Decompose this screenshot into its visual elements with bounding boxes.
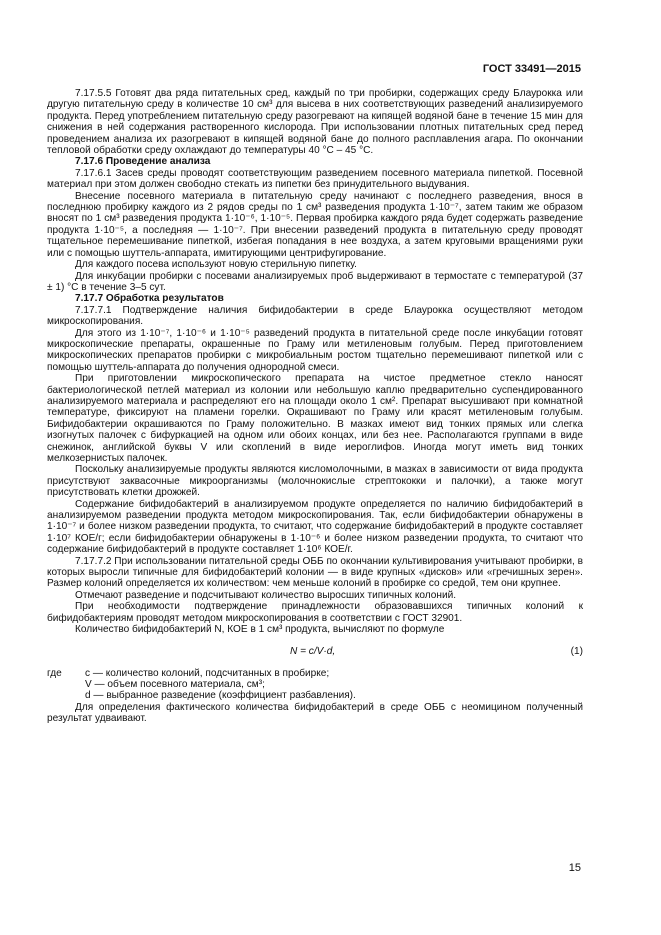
formula <box>47 646 583 660</box>
paragraph-preparations: Для этого из 1·10⁻⁷, 1·10⁻⁶ и 1·10⁻⁵ разведений продукта в питательной среде после инкубации готовят микроскопические препараты, окрашенные по Граму или метиленовым голубым. Перед приготовлением микроскопических препаратов пробирки с микробиальным ростом тщательно перемешивают пипеткой или с помощью шуттель-аппарата до получения однородной смеси. <box>47 327 583 373</box>
paragraph-formula-intro: Количество бифидобактерий N, КОЕ в 1 см³ продукта, вычисляют по формуле <box>75 624 445 636</box>
paragraph-pipette: Для каждого посева используют новую стерильную пипетку. <box>75 259 357 271</box>
standard-number: ГОСТ 33491—2015 <box>482 63 581 75</box>
formula-definitions <box>47 668 583 702</box>
definition-row <box>47 668 583 679</box>
paragraph-count: Отмечают разведение и подсчитывают количество выросших типичных колоний. <box>75 589 457 601</box>
paragraph-content: Содержание бифидобактерий в анализируемом продукте определяется по наличию бифидобактерий в анализируемом разведении продукта методом микроскопирования. Так, если бифидобактерии обнаружены в 1·10⁻⁷ и более низком разведении продукта, то считают, что содержание бифидобактерий в продукте составляет 1·10⁷ КОЕ/г; если бифидобактерии обнаружены в 1·10⁻⁶ и более низком разведении продукта, то считают что содержание бифидобактерий в продукте составляет 1·10⁶ КОЕ/г. <box>47 498 583 556</box>
definition-c: c — количество колоний, подсчитанных в пробирке; <box>85 667 330 679</box>
where-label: где <box>47 667 62 679</box>
definition-d: d — выбранное разведение (коэффициент разбавления). <box>85 690 356 702</box>
paragraph-7-17-6-1: 7.17.6.1 Засев среды проводят соответствующим разведением посевного материала пипеткой. Посевной материал при этом должен свободно стекать из пипетки без принудительного выдувания. <box>47 167 583 191</box>
paragraph-7-17-5-5: 7.17.5.5 Готовят два ряда питательных сред, каждый по три пробирки, содержащих среду Блаурокка или другую питательную среду в количестве 10 см³ для высева в них соответствующих разведений анализируемого продукта. Перед употреблением питательную среду разогревают на кипящей водяной бане в течение 15 мин для снижения в ней содержания растворенного кислорода. При использовании плотных питательных сред перед проведением анализа их разогревают в кипящей водяной бане до полного расплавления агара. По окончании тепловой обработки среду охлаждают до температуры 40 °С – 45 °С. <box>47 88 583 157</box>
paragraph-incubation: Для инкубации пробирки с посевами анализируемых проб выдерживают в термостате с температурой (37 ± 1) °С в течение 3–5 сут. <box>47 270 583 293</box>
heading-7-17-7: 7.17.7 Обработка результатов <box>75 293 224 305</box>
paragraph-7-17-7-2: 7.17.7.2 При использовании питательной среды ОББ по окончании культивирования учитывают пробирки, в которых выросли типичные для бифидобактерий колонии — в виде крупных «дисков» или «гречишных зерен». Размер колоний определяется их количеством: чем меньше колоний в пробирке со средой, тем они крупнее. <box>47 555 583 590</box>
page-number: 15 <box>568 862 581 874</box>
paragraph-final: Для определения фактического количества бифидобактерий в среде ОББ с неомицином полученный результат удваивают. <box>47 701 583 725</box>
paragraph-microscopy: При приготовлении микроскопического препарата на чистое предметное стекло наносят бактериологической петлей материал из колонии или небольшую каплю предварительно суспендированного анализируемого материала и распределяют его на площади около 1 см². Препарат высушивают при комнатной температуре, фиксируют на пламени горелки. Окрашивают по Граму или красят метиленовым голубым. Бифидобактерии окрашиваются по Граму положительно. В мазках имеют вид тонких прямых или слегка изогнутых палочек с бифуркацией на одном или обоих концах, или без нее. Располагаются группами в виде снежинок, английской буквы V или скоплений в виде иероглифов. Иногда могут иметь вид тонких мелкозернистых палочек. <box>47 373 583 464</box>
paragraph-7-17-7-1: 7.17.7.1 Подтверждение наличия бифидобактерии в среде Блаурокка осуществляют методом микроскопирования. <box>47 304 583 328</box>
heading-7-17-6: 7.17.6 Проведение анализа <box>75 156 211 168</box>
definition-v: V — объем посевного материала, см³; <box>85 678 265 690</box>
paragraph-inoculation: Внесение посевного материала в питательную среду начинают с последнего разведения, внося в последнюю пробирку каждого из 2 рядов среды по 1 см³ разведения продукта 1·10⁻⁷, затем таким же образом вносят по 1 см³ разведения продукта 1·10⁻⁶, 1·10⁻⁵. Первая пробирка каждого ряда будет содержать разведение продукта 1·10⁻⁵, а последняя — 1·10⁻⁷. При внесении разведений продукта в питательную среду проводят тщательное перемешивание пипеткой, избегая попадания в нее воздуха, а затем круговыми вращениями руки или с помощью шуттель-аппарата, имитирующими центрифугирование. <box>47 190 583 259</box>
formula-expression: N = c/V·d, <box>290 645 336 657</box>
definition-row <box>47 679 583 690</box>
definition-row <box>47 690 583 701</box>
paragraph-confirmation: При необходимости подтверждение принадлежности образовавшихся типичных колоний к бифидобактериям проводят методом микроскопирования в соответствии с ГОСТ 32901. <box>47 601 583 624</box>
formula-number: (1) <box>570 645 583 657</box>
paragraph-fermented: Поскольку анализируемые продукты являются кисломолочными, в мазках в зависимости от вида продукта присутствуют заквасочные микроорганизмы (молочнокислые стрептококки и палочки), а также могут присутствовать клетки дрожжей. <box>47 464 583 499</box>
document-body <box>47 88 583 725</box>
